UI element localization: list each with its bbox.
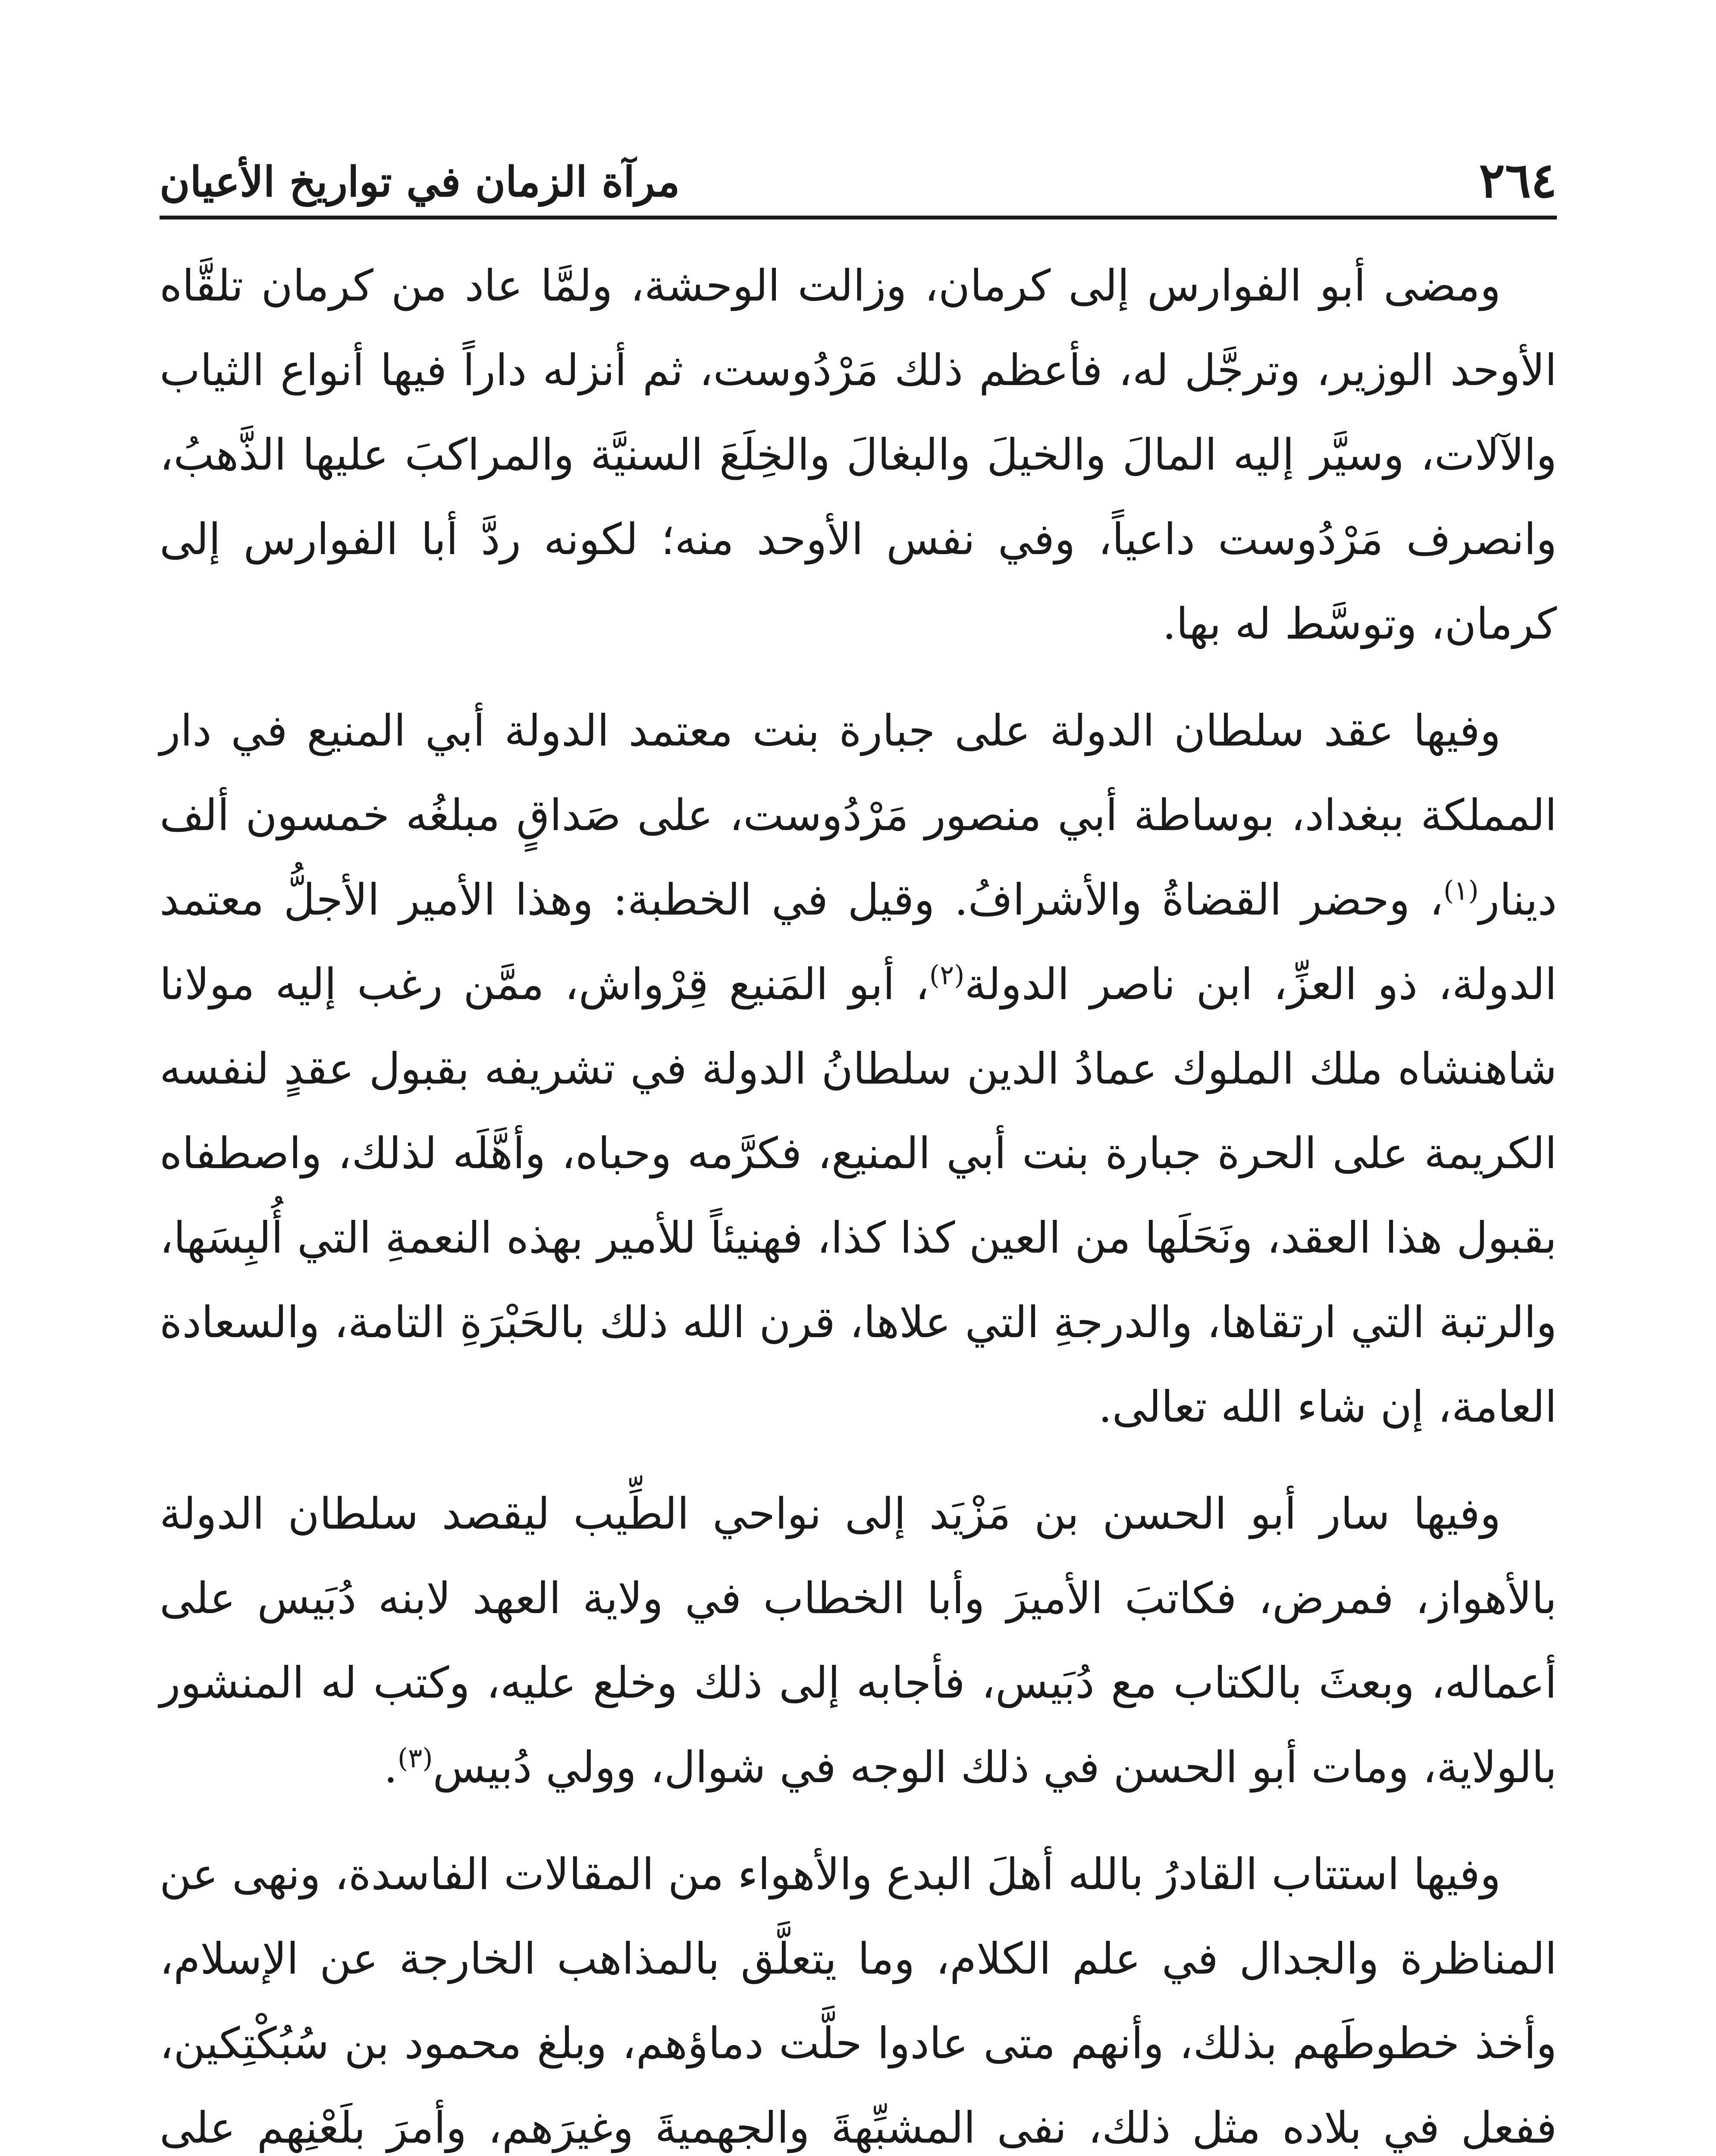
paragraph-text: وفيها استتاب القادرُ بالله أهلَ البدع والأهواء من المقالات الفاسدة، ونهى عن المناظرة والجدال في علم الكلام، وما يتعلَّق بالمذاهب الخارجة عن الإسلام، وأخذ خطوطَهم بذلك، وأنهم متى عادوا حلَّت دماؤهم، وبلغ محمود بن سُبُكْتِكين، ففعل في بلاده مثل ذلك، نفى المشبِّهةَ والجهميةَ وغيرَهم، وأمرَ بلَعْنِهم على: [160, 1849, 1557, 2153]
running-title: مرآة الزمان في تواريخ الأعيان: [160, 157, 680, 206]
paragraph-3: [160, 1472, 1557, 1810]
main-text: [160, 244, 1557, 2156]
paragraph-text: وفيها عقد سلطان الدولة على جبارة بنت معتمد الدولة أبي المنيع في دار المملكة ببغداد، بوساطة أبي منصور مَرْدُوست، على صَداقٍ مبلغُه خمسون ألف دينار: [160, 705, 1557, 925]
footnote-ref-1[interactable]: (١): [1443, 874, 1479, 906]
paragraph-text: ، وحضر القضاةُ والأشرافُ. وقيل في الخطبة: وهذا الأمير الأجلُّ معتمد الدولة، ذو العزِّ، ابن ناصر الدولة: [160, 874, 1557, 1009]
page-number: ٢٦٤: [1479, 152, 1557, 209]
paragraph-text: وفيها سار أبو الحسن بن مَزْيَد إلى نواحي الطِّيب ليقصد سلطان الدولة بالأهواز، فمرض، فكاتبَ الأميرَ وأبا الخطاب في ولاية العهد لابنه دُبَيس على أعماله، وبعثَ بالكتاب مع دُبَيس، فأجابه إلى ذلك وخلع عليه، وكتب له المنشور بالولاية، ومات أبو الحسن في ذلك الوجه في شوال، وولي دُبيس: [160, 1489, 1557, 1792]
running-header: [160, 142, 1557, 219]
footnote-ref-3[interactable]: (٣): [397, 1742, 433, 1774]
paragraph-4: [160, 1832, 1557, 2156]
paragraph-text: ، أبو المَنيع قِرْواش، ممَّن رغب إليه مولانا شاهنشاه ملك الملوك عمادُ الدين سلطانُ الدولة في تشريفه بقبول عقدٍ لنفسه الكريمة على الحرة جبارة بنت أبي المنيع، فكرَّمه وحباه، وأهَّلَه لذلك، واصطفاه بقبول هذا العقد، ونَحَلَها من العين كذا كذا، فهنيئاً للأمير بهذه النعمةِ التي أُلبِسَها، والرتبة التي ارتقاها، والدرجةِ التي علاها، قرن الله ذلك بالحَبْرَةِ التامة، والسعادة العامة، إن شاء الله تعالى.: [160, 959, 1557, 1432]
paragraph-text: .: [384, 1742, 398, 1792]
paragraph-1: [160, 244, 1557, 666]
paragraph-2: [160, 689, 1557, 1449]
footnote-ref-2[interactable]: (٢): [929, 959, 965, 991]
paragraph-text: ومضى أبو الفوارس إلى كرمان، وزالت الوحشة، ولمَّا عاد من كرمان تلقَّاه الأوحد الوزير، وترجَّل له، فأعظم ذلك مَرْدُوست، ثم أنزله داراً فيها أنواع الثياب والآلات، وسيَّر إليه المالَ والخيلَ والبغالَ والخِلَعَ السنيَّة والمراكبَ عليها الذَّهبُ، وانصرف مَرْدُوست داعياً، وفي نفس الأوحد منه؛ لكونه ردَّ أبا الفوارس إلى كرمان، وتوسَّط له بها.: [160, 260, 1557, 649]
book-page: [160, 142, 1557, 2156]
